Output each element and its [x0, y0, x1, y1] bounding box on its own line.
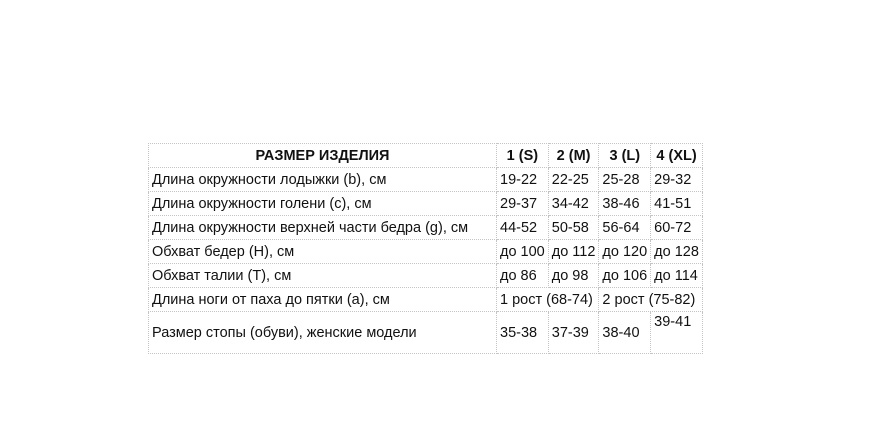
cell-height-1: 1 рост (68-74): [497, 288, 599, 312]
cell-size-s: 35-38: [497, 312, 549, 354]
header-size-s: 1 (S): [497, 144, 549, 168]
cell-size-s: до 86: [497, 264, 549, 288]
cell-size-m: до 98: [548, 264, 599, 288]
cell-size-m: 22-25: [548, 168, 599, 192]
cell-height-2: 2 рост (75-82): [599, 288, 703, 312]
row-label: Обхват бедер (H), см: [149, 240, 497, 264]
cell-size-l: 38-46: [599, 192, 651, 216]
cell-size-xl: до 128: [651, 240, 703, 264]
cell-size-m: 50-58: [548, 216, 599, 240]
cell-size-s: 44-52: [497, 216, 549, 240]
row-label: Длина ноги от паха до пятки (a), см: [149, 288, 497, 312]
cell-size-m: до 112: [548, 240, 599, 264]
row-label: Длина окружности лодыжки (b), см: [149, 168, 497, 192]
cell-size-s: 19-22: [497, 168, 549, 192]
table-row: [149, 240, 703, 264]
cell-size-m: 37-39: [548, 312, 599, 354]
size-chart-table: [148, 143, 703, 354]
row-label: Размер стопы (обуви), женские модели: [149, 312, 497, 354]
cell-size-s: до 100: [497, 240, 549, 264]
header-size-l: 3 (L): [599, 144, 651, 168]
table-row: [149, 216, 703, 240]
cell-size-l: 38-40: [599, 312, 651, 354]
row-label: Обхват талии (T), см: [149, 264, 497, 288]
cell-size-l: 56-64: [599, 216, 651, 240]
table-header-row: [149, 144, 703, 168]
row-label: Длина окружности верхней части бедра (g), см: [149, 216, 497, 240]
header-size-m: 2 (M): [548, 144, 599, 168]
cell-size-m: 34-42: [548, 192, 599, 216]
table-row: [149, 312, 703, 354]
table-row: [149, 264, 703, 288]
header-size-xl: 4 (XL): [651, 144, 703, 168]
table-row: [149, 288, 703, 312]
row-label: Длина окружности голени (c), см: [149, 192, 497, 216]
cell-size-xl: 60-72: [651, 216, 703, 240]
cell-size-xl: 41-51: [651, 192, 703, 216]
cell-size-l: 25-28: [599, 168, 651, 192]
header-size-label: РАЗМЕР ИЗДЕЛИЯ: [149, 144, 497, 168]
cell-size-l: до 106: [599, 264, 651, 288]
table-row: [149, 168, 703, 192]
cell-size-l: до 120: [599, 240, 651, 264]
cell-size-xl: до 114: [651, 264, 703, 288]
cell-size-s: 29-37: [497, 192, 549, 216]
cell-size-xl: 39-41: [651, 312, 703, 354]
cell-size-xl: 29-32: [651, 168, 703, 192]
table-row: [149, 192, 703, 216]
